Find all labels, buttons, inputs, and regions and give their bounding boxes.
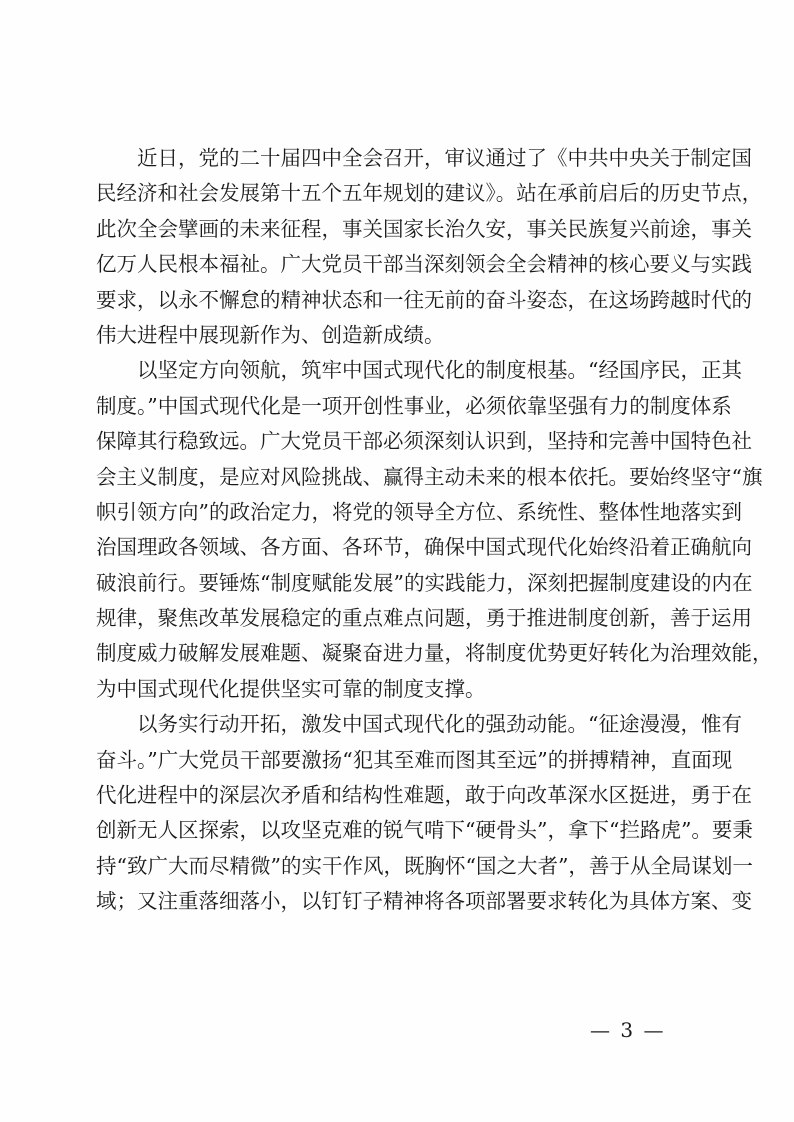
- text-line: 保障其行稳致远。广大党员干部必须深刻认识到，坚持和完善中国特色社: [96, 429, 752, 454]
- text-line: 规律，聚焦改革发展稳定的重点难点问题，勇于推进制度创新，善于运用: [96, 606, 752, 631]
- text-line: 以务实行动开拓，激发中国式现代化的强劲动能。“征途漫漫，惟有: [137, 712, 742, 737]
- page-number: — 3 —: [590, 1018, 666, 1042]
- text-line: 会主义制度，是应对风险挑战、赢得主动未来的根本依托。要始终坚守“旗: [96, 464, 763, 489]
- text-line: 亿万人民根本福祉。广大党员干部当深刻领会全会精神的核心要义与实践: [96, 252, 752, 277]
- paragraph: [96, 707, 753, 919]
- text-line: 奋斗。”广大党员干部要激扬“犯其至难而图其至远”的拼搏精神，直面现: [96, 747, 733, 772]
- text-line: 民经济和社会发展第十五个五年规划的建议》。站在承前启后的历史节点，: [96, 181, 763, 206]
- text-line: 破浪前行。要锤炼“制度赋能发展”的实践能力，深刻把握制度建设的内在: [96, 570, 753, 595]
- text-line: 治国理政各领域、各方面、各环节，确保中国式现代化始终沿着正确航向: [96, 535, 752, 560]
- body-text: [96, 141, 773, 920]
- text-line: 代化进程中的深层次矛盾和结构性难题，敢于向改革深水区挺进，勇于在: [96, 783, 752, 808]
- text-line: 制度威力破解发展难题、凝聚奋进力量，将制度优势更好转化为治理效能，: [96, 641, 773, 666]
- text-line: 近日，党的二十届四中全会召开，审议通过了《中共中央关于制定国: [137, 146, 752, 170]
- text-line: 制度。”中国式现代化是一项开创性事业，必须依靠坚强有力的制度体系: [96, 393, 732, 418]
- text-line: 伟大进程中展现新作为、创造新成绩。: [96, 322, 445, 347]
- text-line: 帜引领方向”的政治定力，将党的领导全方位、系统性、整体性地落实到: [96, 499, 742, 524]
- text-line: 要求，以永不懈怠的精神状态和一往无前的奋斗姿态，在这场跨越时代的: [96, 287, 752, 312]
- paragraph: [96, 353, 773, 707]
- text-line: 创新无人区探索，以攻坚克难的锐气啃下“硬骨头”，拿下“拦路虎”。要秉: [96, 818, 753, 843]
- text-line: 以坚定方向领航，筑牢中国式现代化的制度根基。“经国序民，正其: [137, 358, 742, 383]
- text-line: 持“致广大而尽精微”的实干作风，既胸怀“国之大者”，善于从全局谋划一: [96, 853, 753, 878]
- paragraph: [96, 141, 763, 353]
- text-line: 此次全会擘画的未来征程，事关国家长治久安，事关民族复兴前途，事关: [96, 216, 752, 241]
- text-line: 为中国式现代化提供坚实可靠的制度支撑。: [96, 676, 486, 701]
- text-line: 域；又注重落细落小，以钉钉子精神将各项部署要求转化为具体方案、变: [96, 889, 752, 914]
